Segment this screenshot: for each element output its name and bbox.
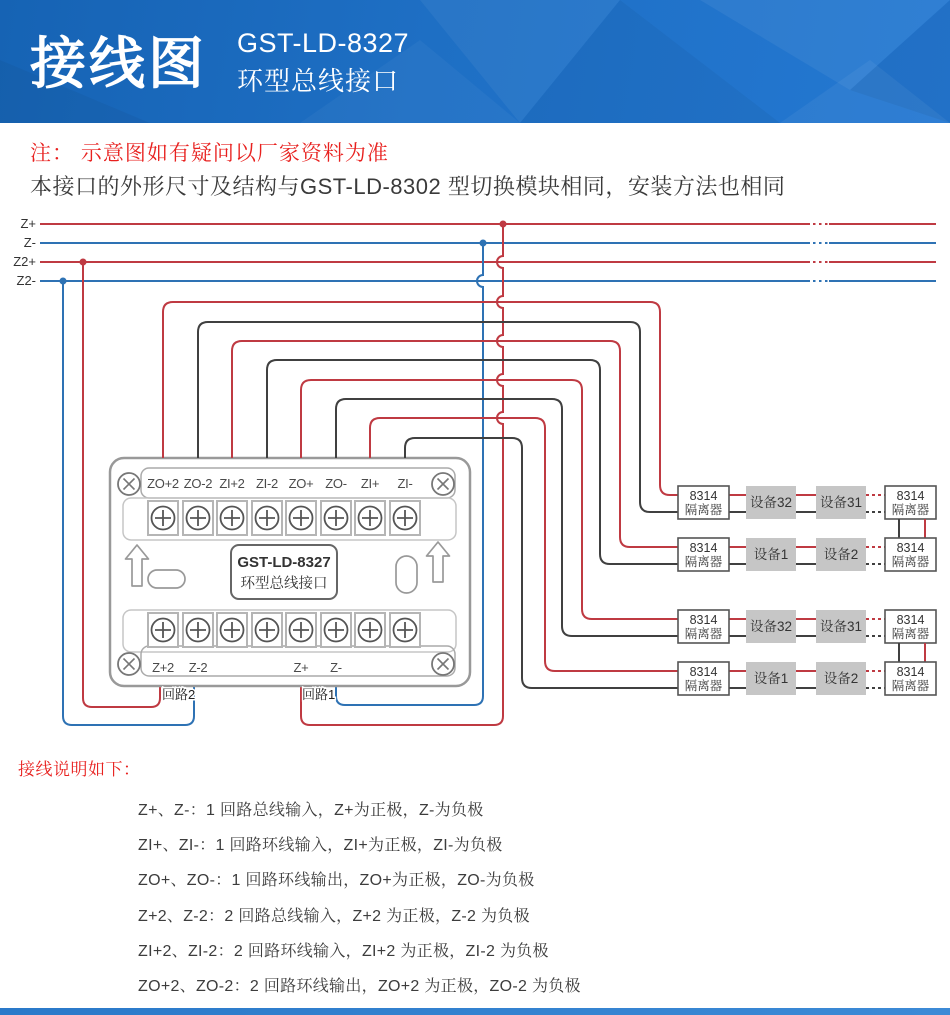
- isolator-model: 8314: [689, 613, 718, 627]
- device-label: 设备1: [753, 547, 789, 562]
- device-label: 设备31: [819, 495, 863, 510]
- screw-terminal-icon: [217, 501, 247, 535]
- screw-terminal-icon: [148, 613, 178, 647]
- screw-terminal-icon: [286, 613, 316, 647]
- terminal-label-z2-plus: Z+2: [152, 660, 174, 675]
- screw-terminal-icon: [252, 501, 282, 535]
- isolator-name: 隔离器: [684, 555, 723, 569]
- screw-terminal-icon: [183, 613, 213, 647]
- terminal-label-zo-plus: ZO+: [288, 476, 314, 491]
- header-model: GST-LD-8327: [237, 28, 410, 58]
- wiring-note-line: ZI+2、ZI-2：2 回路环线输入，ZI+2 为正极，ZI-2 为负极: [138, 943, 549, 960]
- bus-lines: [13, 216, 936, 288]
- isolator-row: [678, 538, 936, 571]
- isolator-model: 8314: [896, 541, 925, 555]
- screw-terminal-icon: [321, 613, 351, 647]
- screw-terminal-icon: [148, 501, 178, 535]
- isolator-model: 8314: [896, 489, 925, 503]
- pill-slot: [148, 570, 185, 588]
- footer-bar: [0, 1008, 950, 1015]
- isolator-model: 8314: [896, 665, 925, 679]
- module-name-line1: GST-LD-8327: [237, 554, 331, 571]
- terminal-label-zi-plus: ZI+: [360, 476, 380, 491]
- bus-label-z2-plus: Z2+: [13, 254, 36, 269]
- page-title: 接线图: [30, 32, 207, 95]
- bus-label-z-plus: Z+: [20, 216, 36, 231]
- screw-terminal-icon: [390, 501, 420, 535]
- oval-slot: [396, 556, 417, 593]
- corner-screw-icon: [118, 653, 140, 675]
- corner-screw-icon: [432, 473, 454, 495]
- terminal-label-z-minus: Z-: [330, 660, 342, 675]
- isolator-model: 8314: [896, 613, 925, 627]
- terminal-label-zi2-minus: ZI-2: [256, 476, 278, 491]
- screw-terminal-icon: [390, 613, 420, 647]
- loop1-label: 回路1: [302, 687, 336, 702]
- screw-terminal-icon: [217, 613, 247, 647]
- screw-terminal-icon: [183, 501, 213, 535]
- device-label: 设备32: [749, 619, 793, 634]
- wiring-notes-title: 接线说明如下：: [18, 760, 141, 779]
- isolator-name: 隔离器: [891, 503, 930, 517]
- isolator-model: 8314: [689, 665, 718, 679]
- corner-screw-icon: [118, 473, 140, 495]
- terminal-label-zo2-plus: ZO+2: [147, 476, 179, 491]
- isolator-row: [678, 610, 936, 643]
- isolator-name: 隔离器: [891, 627, 930, 641]
- module-name-line2: 环型总线接口: [240, 576, 328, 592]
- wiring-note-line: Z+、Z-：1 回路总线输入，Z+为正极，Z-为负极: [138, 802, 484, 819]
- wiring-note-line: ZI+、ZI-：1 回路环线输入，ZI+为正极，ZI-为负极: [138, 837, 503, 854]
- screw-terminal-icon: [355, 613, 385, 647]
- isolator-model: 8314: [689, 489, 718, 503]
- wiring-note-line: Z+2、Z-2：2 回路总线输入，Z+2 为正极，Z-2 为负极: [138, 908, 530, 925]
- screw-terminal-icon: [252, 613, 282, 647]
- isolator-name: 隔离器: [684, 679, 723, 693]
- note-line-black: 本接口的外形尺寸及结构与GST-LD-8302 型切换模块相同，安装方法也相同: [30, 174, 786, 199]
- module: [110, 458, 470, 686]
- isolator-name: 隔离器: [684, 503, 723, 517]
- device-label: 设备32: [749, 495, 793, 510]
- wiring-note-line: ZO+、ZO-：1 回路环线输出，ZO+为正极，ZO-为负极: [138, 872, 535, 889]
- screw-terminal-icon: [355, 501, 385, 535]
- terminal-label-zo2-minus: ZO-2: [183, 476, 213, 491]
- bus-label-z2-minus: Z2-: [16, 273, 36, 288]
- device-label: 设备2: [823, 547, 859, 562]
- note-line-red: 注： 示意图如有疑问以厂家资料为准: [30, 142, 389, 165]
- isolator-rows: [678, 486, 936, 695]
- terminal-label-z-plus: Z+: [293, 660, 309, 675]
- header-subtitle: 环型总线接口: [237, 66, 400, 96]
- screw-terminal-icon: [321, 501, 351, 535]
- terminal-label-zi-minus: ZI-: [397, 476, 413, 491]
- device-label: 设备31: [819, 619, 863, 634]
- corner-screw-icon: [432, 653, 454, 675]
- device-label: 设备1: [753, 671, 789, 686]
- device-label: 设备2: [823, 671, 859, 686]
- isolator-row: [678, 662, 936, 695]
- isolator-name: 隔离器: [891, 679, 930, 693]
- isolator-name: 隔离器: [684, 627, 723, 641]
- screw-terminal-icon: [286, 501, 316, 535]
- isolator-name: 隔离器: [891, 555, 930, 569]
- bus-label-z-minus: Z-: [23, 235, 36, 250]
- terminal-label-zi2-plus: ZI+2: [219, 476, 245, 491]
- loop2-label: 回路2: [162, 687, 196, 702]
- terminal-label-z2-minus: Z-2: [188, 660, 208, 675]
- wiring-note-line: ZO+2、ZO-2：2 回路环线输出，ZO+2 为正极，ZO-2 为负极: [138, 978, 581, 995]
- terminal-label-zo-minus: ZO-: [325, 476, 347, 491]
- isolator-model: 8314: [689, 541, 718, 555]
- isolator-row: [678, 486, 936, 519]
